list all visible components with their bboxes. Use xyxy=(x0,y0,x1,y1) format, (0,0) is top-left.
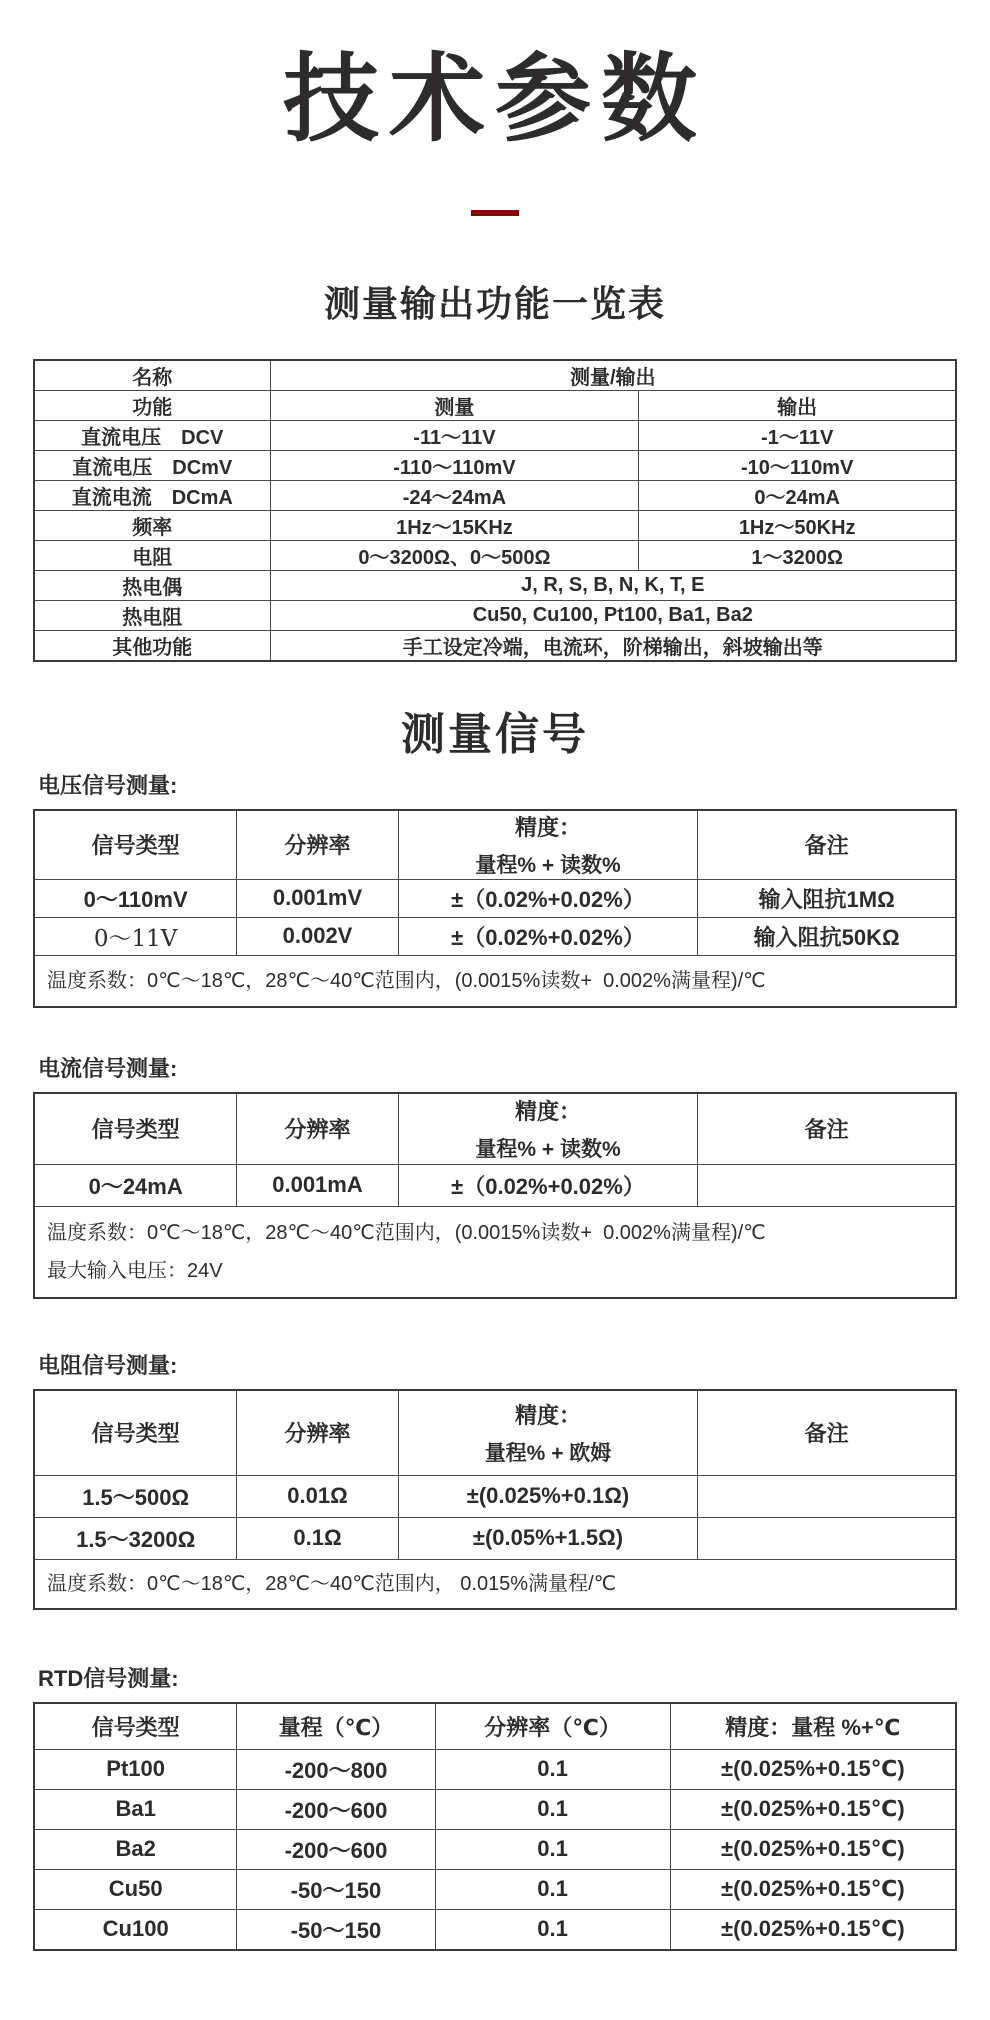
value-cell: -24～24mA xyxy=(270,480,639,510)
value-cell: ±(0.025%+0.15℃) xyxy=(670,1909,956,1950)
value-cell: ±(0.025%+0.1Ω) xyxy=(398,1475,698,1517)
column-header: 备注 xyxy=(698,1093,956,1165)
value-cell: ±（0.02%+0.02%） xyxy=(398,917,698,955)
value-cell: 0.1 xyxy=(435,1749,670,1789)
voltage-signal-section xyxy=(0,769,990,1008)
column-header: 分辨率 xyxy=(237,1093,398,1165)
column-header: 分辨率（℃） xyxy=(435,1703,670,1750)
column-header: 精度：量程 %+℃ xyxy=(670,1703,956,1750)
table-row xyxy=(34,600,956,630)
value-cell: ±(0.025%+0.15℃) xyxy=(670,1869,956,1909)
voltage-table-body xyxy=(34,810,956,1007)
row-label-cell: 热电阻 xyxy=(34,600,270,630)
footer-note-line: 温度系数：0℃～18℃，28℃～40℃范围内， 0.015%满量程/℃ xyxy=(47,1572,617,1595)
footer-note-line: 最大输入电压：24V xyxy=(47,1259,223,1282)
value-cell: 1.5～500Ω xyxy=(34,1475,237,1517)
row-label-cell: 频率 xyxy=(34,510,270,540)
value-cell: -1～11V xyxy=(639,420,956,450)
table-row xyxy=(34,420,956,450)
value-cell: 1Hz～50KHz xyxy=(639,510,956,540)
value-cell: Ba1 xyxy=(34,1789,237,1829)
table-row xyxy=(34,390,956,420)
table-row xyxy=(34,1829,956,1869)
table-row xyxy=(34,1789,956,1829)
row-label-cell: 电阻 xyxy=(34,540,270,570)
value-cell xyxy=(698,1164,956,1206)
value-cell: 0～24mA xyxy=(34,1164,237,1206)
rtd-signal-table xyxy=(33,1702,957,1951)
page-title: 技术参数 xyxy=(283,46,707,153)
value-cell: ±(0.025%+0.15℃) xyxy=(670,1749,956,1789)
value-cell: -110～110mV xyxy=(270,450,639,480)
current-table-body xyxy=(34,1093,956,1298)
row-label-cell: 热电偶 xyxy=(34,570,270,600)
footer-note-line: 温度系数：0℃～18℃，28℃～40℃范围内，(0.0015%读数+ 0.002%满量程)/℃ xyxy=(47,969,766,992)
value-cell: J, R, S, B, N, K, T, E xyxy=(270,570,956,600)
value-cell: 输入阻抗50KΩ xyxy=(698,917,956,955)
value-cell: ±（0.02%+0.02%） xyxy=(398,879,698,917)
value-cell: -50～150 xyxy=(237,1869,435,1909)
rtd-signal-section xyxy=(0,1662,990,1951)
value-cell: 1～3200Ω xyxy=(639,540,956,570)
value-cell: 1Hz～15KHz xyxy=(270,510,639,540)
value-cell: Cu50 xyxy=(34,1869,237,1909)
value-cell: -200～600 xyxy=(237,1789,435,1829)
header-row xyxy=(34,810,956,880)
current-signal-section xyxy=(0,1052,990,1299)
value-cell: 1.5～3200Ω xyxy=(34,1517,237,1559)
value-cell: 0.002V xyxy=(237,917,398,955)
value-cell: 0.1 xyxy=(435,1909,670,1950)
value-cell: 0.1 xyxy=(435,1869,670,1909)
value-cell: 0～24mA xyxy=(639,480,956,510)
value-cell: 0～110mV xyxy=(34,879,237,917)
table-row xyxy=(34,1909,956,1950)
measurement-signals-heading: 测量信号 xyxy=(401,709,589,759)
voltage-section-label: 电压信号测量: xyxy=(38,772,178,798)
header-row xyxy=(34,1093,956,1165)
footer-row xyxy=(34,955,956,1007)
red-dash-divider xyxy=(471,210,519,216)
table-row xyxy=(34,570,956,600)
table-row xyxy=(34,630,956,661)
column-header: 信号类型 xyxy=(34,1390,237,1476)
row-label-cell: 名称 xyxy=(34,360,270,391)
row-label-cell: 直流电压 DCV xyxy=(34,420,270,450)
value-cell: Cu100 xyxy=(34,1909,237,1950)
table-row xyxy=(34,540,956,570)
value-cell: ±(0.05%+1.5Ω) xyxy=(398,1517,698,1559)
row-label-cell: 直流电压 DCmV xyxy=(34,450,270,480)
value-cell: 0～3200Ω、0～500Ω xyxy=(270,540,639,570)
column-header xyxy=(398,1390,698,1476)
row-label-cell: 其他功能 xyxy=(34,630,270,661)
value-cell: -50～150 xyxy=(237,1909,435,1950)
column-header: 信号类型 xyxy=(34,810,237,880)
header-row xyxy=(34,1703,956,1750)
rtd-table-body xyxy=(34,1703,956,1950)
value-cell xyxy=(698,1475,956,1517)
value-cell: -200～600 xyxy=(237,1829,435,1869)
table-row xyxy=(34,879,956,917)
value-cell: Pt100 xyxy=(34,1749,237,1789)
measurement-output-overview-table xyxy=(33,359,957,662)
resistance-table-body xyxy=(34,1390,956,1609)
value-cell: -10～110mV xyxy=(639,450,956,480)
value-cell: Cu50, Cu100, Pt100, Ba1, Ba2 xyxy=(270,600,956,630)
table-row xyxy=(34,510,956,540)
overview-table-body xyxy=(34,360,956,661)
value-cell: 0.001mV xyxy=(237,879,398,917)
current-section-label: 电流信号测量: xyxy=(38,1055,178,1081)
column-header: 备注 xyxy=(698,810,956,880)
value-cell: 测量 xyxy=(270,390,639,420)
footer-row xyxy=(34,1559,956,1609)
table-row xyxy=(34,450,956,480)
table-row xyxy=(34,360,956,391)
column-header: 分辨率 xyxy=(237,810,398,880)
table-row xyxy=(34,1475,956,1517)
value-cell: ±（0.02%+0.02%） xyxy=(398,1164,698,1206)
resistance-signal-section xyxy=(0,1349,990,1610)
overview-table-heading: 测量输出功能一览表 xyxy=(323,282,666,324)
header-line-2: 量程% + 读数% xyxy=(475,1137,621,1161)
value-cell: 手工设定冷端，电流环，阶梯输出，斜坡输出等 xyxy=(270,630,956,661)
value-cell xyxy=(698,1517,956,1559)
value-cell: ±(0.025%+0.15℃) xyxy=(670,1829,956,1869)
table-row xyxy=(34,1517,956,1559)
footer-note-cell xyxy=(34,955,956,1007)
column-header: 量程（℃） xyxy=(237,1703,435,1750)
column-header xyxy=(398,810,698,880)
header-line-2: 量程% + 读数% xyxy=(475,853,621,877)
technical-parameters-page xyxy=(0,46,990,1951)
value-cell: 0.1 xyxy=(435,1829,670,1869)
value-cell: 测量/输出 xyxy=(270,360,956,391)
footer-note-cell xyxy=(34,1206,956,1298)
row-label-cell: 直流电流 DCmA xyxy=(34,480,270,510)
value-cell: 0～11V xyxy=(34,917,237,955)
column-header: 备注 xyxy=(698,1390,956,1476)
column-header: 信号类型 xyxy=(34,1093,237,1165)
value-cell: 0.01Ω xyxy=(237,1475,398,1517)
footer-note-cell xyxy=(34,1559,956,1609)
row-label-cell: 功能 xyxy=(34,390,270,420)
resistance-section-label: 电阻信号测量: xyxy=(38,1352,178,1378)
value-cell: 0.1Ω xyxy=(237,1517,398,1559)
value-cell: -11～11V xyxy=(270,420,639,450)
table-row xyxy=(34,1869,956,1909)
header-row xyxy=(34,1390,956,1476)
value-cell: Ba2 xyxy=(34,1829,237,1869)
footer-note-line: 温度系数：0℃～18℃，28℃～40℃范围内，(0.0015%读数+ 0.002%满量程)/℃ xyxy=(47,1221,766,1244)
resistance-signal-table xyxy=(33,1389,957,1610)
header-line-1: 精度： xyxy=(514,814,581,840)
header-line-2: 量程% + 欧姆 xyxy=(484,1441,612,1465)
table-row xyxy=(34,1164,956,1206)
value-cell: 0.001mA xyxy=(237,1164,398,1206)
column-header: 分辨率 xyxy=(237,1390,398,1476)
value-cell: -200～800 xyxy=(237,1749,435,1789)
current-signal-table xyxy=(33,1092,957,1299)
header-line-1: 精度： xyxy=(514,1098,581,1124)
column-header xyxy=(398,1093,698,1165)
value-cell: 0.1 xyxy=(435,1789,670,1829)
rtd-section-label: RTD信号测量: xyxy=(38,1665,179,1691)
table-row xyxy=(34,480,956,510)
table-row xyxy=(34,1749,956,1789)
value-cell: 输出 xyxy=(639,390,956,420)
voltage-signal-table xyxy=(33,809,957,1008)
value-cell: 输入阻抗1MΩ xyxy=(698,879,956,917)
value-cell: ±(0.025%+0.15℃) xyxy=(670,1789,956,1829)
table-row xyxy=(34,917,956,955)
column-header: 信号类型 xyxy=(34,1703,237,1750)
footer-row xyxy=(34,1206,956,1298)
header-line-1: 精度： xyxy=(514,1402,581,1428)
